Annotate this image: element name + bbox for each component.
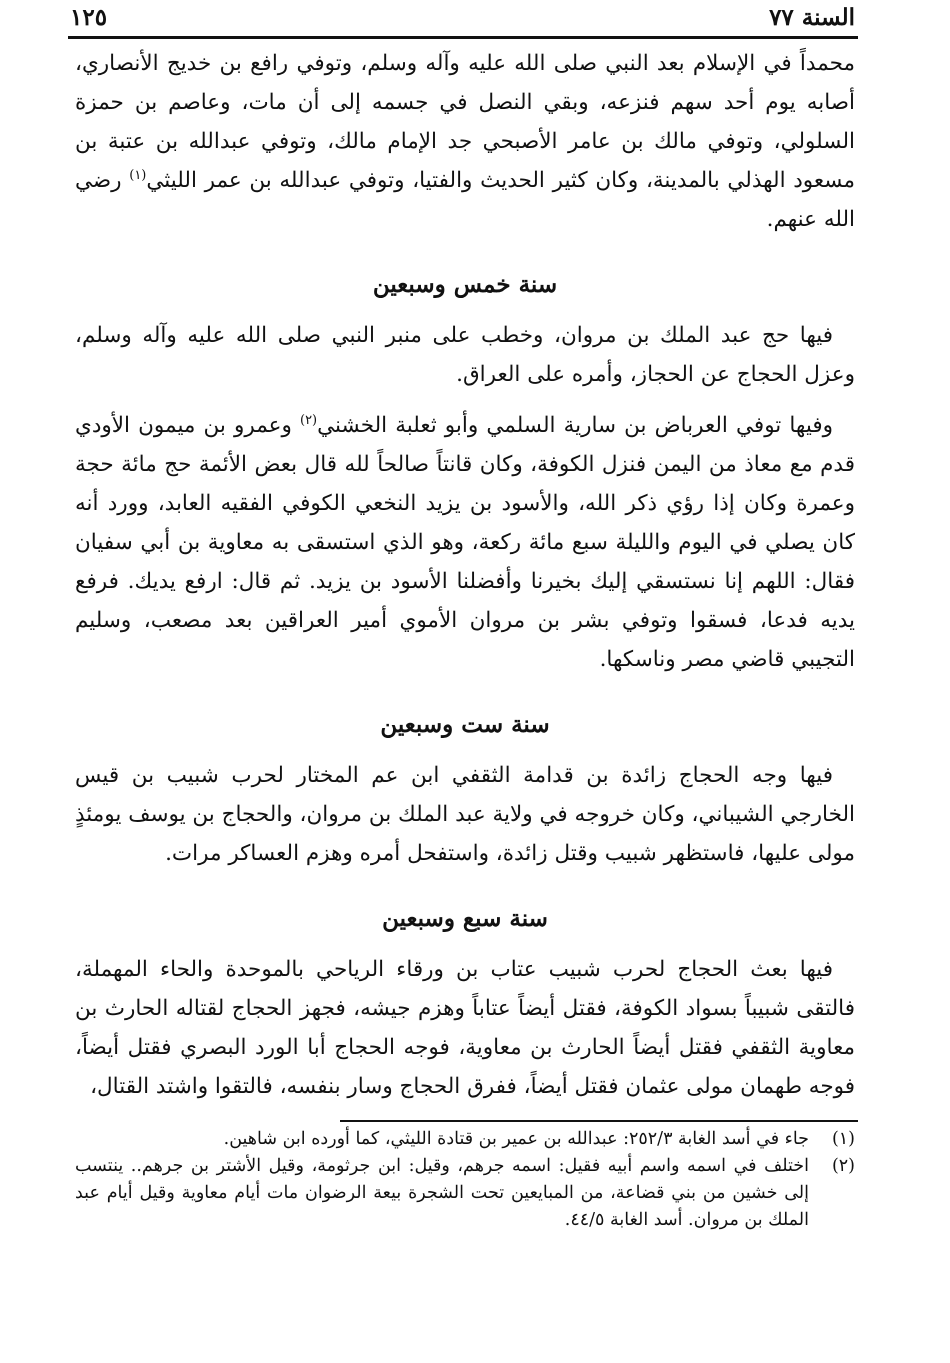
footnote-2 [75,1153,855,1234]
paragraph-75-2-start: وفيها توفي العرباض بن سارية السلمي وأبو ثعلبة الخشني [317,413,833,438]
footnote-number: (٢) [831,1156,855,1176]
page-number: ١٢٥ [70,3,108,31]
footnote-text: اختلف في اسمه واسم أبيه فقيل: اسمه جرهم، وقيل: ابن جرثومة، وقيل الأشتر بن جرهم.. ينتسب إلى خشين من بني قضاعة، من المبايعين تحت الشجرة بيعة الرضوان مات أيام معاوية وقيل أيام عبد الملك بن مروان. أسد الغابة ٤٤/٥. [75,1156,809,1230]
intro-paragraph [75,44,855,239]
footnote-ref-2[interactable]: (٢) [299,412,318,428]
paragraph-75-2-rest: وعمرو بن ميمون الأودي قدم مع معاذ من اليمن فنزل الكوفة، وكان قانتاً صالحاً لله قال بعض الأئمة حج مائة حجة وعمرة وكان إذا رؤي ذكر الله، والأسود بن يزيد النخعي الكوفي الفقيه العابد، وورد أنه كان يصلي في اليوم والليلة سبع مائة ركعة، وهو الذي استسقى به معاوية بن أبي سفيان فقال: اللهم إنا نستسقي إليك بخيرنا وأفضلنا الأسود بن يزيد. ثم قال: ارفع يديك. فرفع يديه فدعا، فسقوا وتوفي بشر بن مروان الأموي أمير العراقين بعد مصعب، وسليم التجيبي قاضي مصر وناسكها. [75,413,855,672]
header-title: السنة ٧٧ [769,3,855,31]
footnotes [75,1126,855,1234]
footnote-1 [75,1126,855,1153]
paragraph-76-1: فيها وجه الحجاج زائدة بن قدامة الثقفي ابن عم المختار لحرب شبيب بن قيس الخارجي الشيباني، وكان خروجه في ولاية عبد الملك بن مروان، والحجاج بن يوسف يومئذٍ مولى عليها، فاستظهر شبيب وقتل زائدة، واستفحل أمره وهزم العساكر مرات. [75,763,855,866]
intro-text-end: رضي الله عنهم. [75,168,855,232]
header-rule [68,36,858,39]
heading-year-77: سنة سبع وسبعين [382,905,548,932]
footnote-number: (١) [831,1129,855,1149]
main-text [75,44,855,1106]
paragraph-77-1: فيها بعث الحجاج لحرب شبيب عتاب بن ورقاء الرياحي بالموحدة والحاء المهملة، فالتقى شبيباً بسواد الكوفة، فقتل أيضاً عتاباً وهزم جيشه، فجهز الحجاج لقتاله الحارث بن معاوية الثقفي فقتل أيضاً الحارث بن معاوية، فوجه الحجاج أبا الورد البصري فقتل أيضاً، فوجه طهمان مولى عثمان فقتل أيضاً، ففرق الحجاج وسار بنفسه، فالتقوا واشتد القتال، [75,957,855,1099]
heading-year-75: سنة خمس وسبعين [372,271,558,298]
heading-year-76: سنة ست وسبعين [380,711,550,738]
footnote-ref-1[interactable]: (١) [129,167,147,183]
running-header [70,2,855,32]
intro-text: محمداً في الإسلام بعد النبي صلى الله عليه وآله وسلم، وتوفي رافع بن خديج الأنصاري، أصابه يوم أحد سهم فنزعه، وبقي النصل في جسمه إلى أن مات، وعاصم بن حمزة السلولي، وتوفي مالك بن عامر الأصبحي جد الإمام مالك، وتوفي عبدالله بن عتبة بن مسعود الهذلي بالمدينة، وكان كثير الحديث والفتيا، وتوفي عبدالله بن عمر الليثي [75,51,855,193]
footnote-text: جاء في أسد الغابة ٢٥٢/٣: عبدالله بن عمير بن قتادة الليثي، كما أورده ابن شاهين. [223,1129,809,1149]
paragraph-75-2 [75,406,855,679]
paragraph-75-1: فيها حج عبد الملك بن مروان، وخطب على منبر النبي صلى الله عليه وآله وسلم، وعزل الحجاج عن الحجاز، وأمره على العراق. [75,323,855,387]
footnote-rule [340,1120,858,1122]
